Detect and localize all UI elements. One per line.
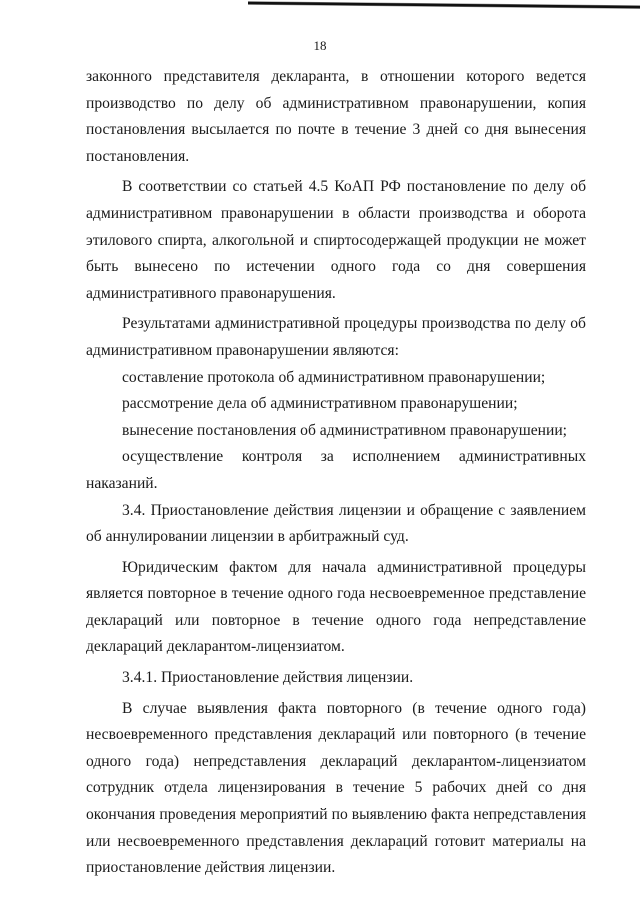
section-heading-3-4-1: 3.4.1. Приостановление действия лицензии. xyxy=(122,669,414,687)
paragraph-statute-limitation: В соответствии со статьей 4.5 КоАП РФ постановление по делу об административном правонарушении в области производства и оборота этилового спирта, алкогольной и спиртосодержащей продукции не может быть вынесено по истечении одного года со дня совершения административного правонарушения. xyxy=(86,178,586,302)
paragraph-continuation: законного представителя декларанта, в отношении которого ведется производство по делу об административном правонарушении, копия постановления высылается по почте в течение 3 дней со дня вынесения постановления. xyxy=(86,68,586,165)
paragraph-legal-fact: Юридическим фактом для начала административной процедуры является повторное в течение одного года несвоевременное представление деклараций или повторное в течение одного года непредставление деклараций декларантом-лицензиатом. xyxy=(86,558,586,656)
paragraph-results-intro: Результатами административной процедуры производства по делу об административном правонарушении являются: xyxy=(86,315,586,359)
paragraph-suspension-procedure: В случае выявления факта повторного (в течение одного года) несвоевременного представления деклараций или повторного (в течение одного года) непредставления деклараций декларантом-лицензиатом сотрудник отдела лицензирования в течение 5 рабочих дней со дня окончания проведения мероприятий по выявлению факта непредставления или несвоевременного представления деклараций готовит материалы на приостановление действия лицензии. xyxy=(86,699,586,877)
list-item-control: осуществление контроля за исполнением административных наказаний. xyxy=(86,448,586,492)
list-item-ruling: вынесение постановления об административном правонарушении; xyxy=(122,421,568,439)
document-body xyxy=(86,64,586,882)
scan-border-line xyxy=(248,0,640,14)
page-number: 18 xyxy=(313,38,327,53)
list-item-review: рассмотрение дела об административном правонарушении; xyxy=(122,395,518,413)
section-heading-3-4: 3.4. Приостановление действия лицензии и обращение с заявлением об аннулировании лицензии в арбитражный суд. xyxy=(86,501,586,546)
list-item-protocol: составление протокола об административном правонарушении; xyxy=(122,368,546,386)
